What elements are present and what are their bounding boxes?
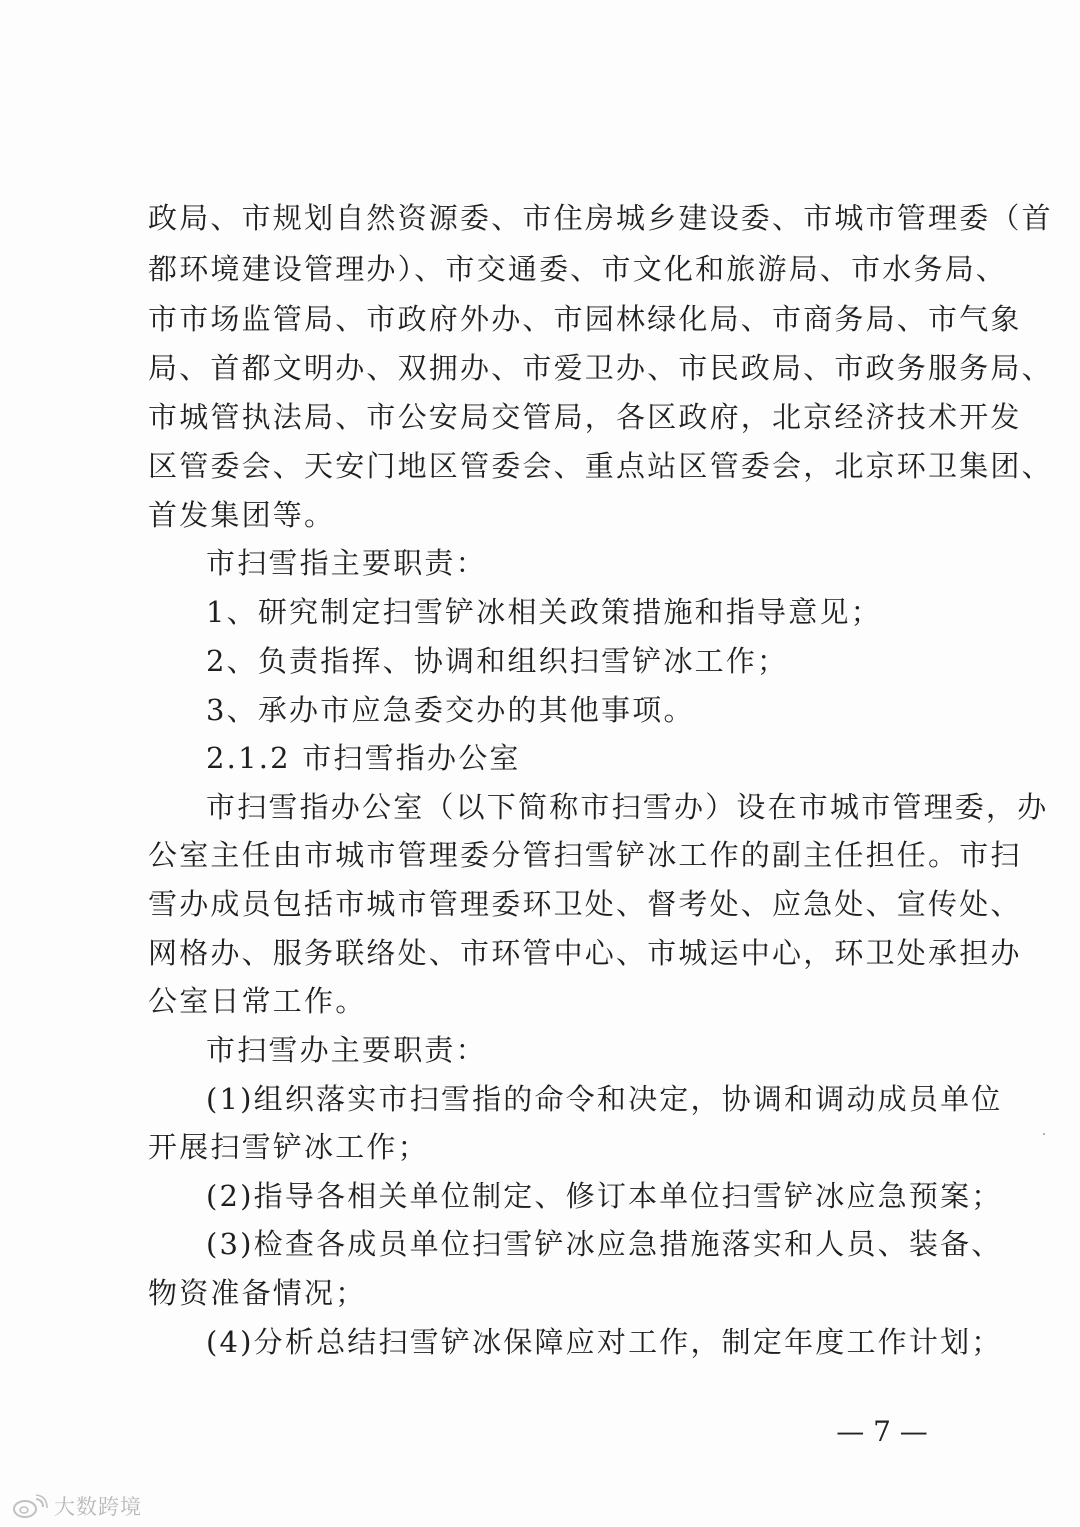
list-item: (1)组织落实市扫雪指的命令和决定，协调和调动成员单位	[206, 1082, 1003, 1116]
watermark-text: 大数跨境	[54, 1495, 142, 1519]
text-line: 网格办、服务联络处、市环管中心、市城运中心，环卫处承担办	[148, 936, 1022, 970]
text-line: 市市场监管局、市政府外办、市园林绿化局、市商务局、市气象	[148, 302, 1022, 336]
scan-speck	[1043, 1133, 1045, 1135]
text-line: 市扫雪指办公室（以下简称市扫雪办）设在市城市管理委，办	[206, 790, 1049, 824]
text-line: 公室日常工作。	[148, 984, 367, 1018]
section-heading: 2.1.2 市扫雪指办公室	[206, 741, 521, 775]
text-line: 开展扫雪铲冰工作；	[148, 1130, 429, 1164]
text-line: 首发集团等。	[148, 498, 336, 532]
watermark	[10, 1490, 142, 1522]
text-line: 都环境建设管理办）、市交通委、市文化和旅游局、市水务局、	[148, 252, 1008, 286]
weibo-style-logo-icon	[10, 1493, 48, 1519]
text-line: 局、首都文明办、双拥办、市爱卫办、市民政局、市政务服务局、	[148, 351, 1053, 385]
section-heading: 市扫雪指主要职责：	[206, 546, 487, 580]
page-number: — 7 —	[836, 1415, 928, 1448]
text-line: 市城管执法局、市公安局交管局，各区政府，北京经济技术开发	[148, 400, 1022, 434]
text-line: 区管委会、天安门地区管委会、重点站区管委会，北京环卫集团、	[148, 449, 1053, 483]
list-item: (4)分析总结扫雪铲冰保障应对工作，制定年度工作计划；	[206, 1325, 1003, 1359]
list-item: 2、负责指挥、协调和组织扫雪铲冰工作；	[206, 644, 789, 678]
text-line: 公室主任由市城市管理委分管扫雪铲冰工作的副主任担任。市扫	[148, 838, 1022, 872]
list-item: (2)指导各相关单位制定、修订本单位扫雪铲冰应急预案；	[206, 1179, 1003, 1213]
text-line: 物资准备情况；	[148, 1276, 367, 1310]
list-item: 3、承办市应急委交办的其他事项。	[206, 693, 695, 727]
text-line: 雪办成员包括市城市管理委环卫处、督考处、应急处、宣传处、	[148, 887, 1022, 921]
list-item: (3)检查各成员单位扫雪铲冰应急措施落实和人员、装备、	[206, 1227, 1003, 1261]
section-heading: 市扫雪办主要职责：	[206, 1033, 487, 1067]
list-item: 1、研究制定扫雪铲冰相关政策措施和指导意见；	[206, 595, 882, 629]
text-line: 政局、市规划自然资源委、市住房城乡建设委、市城市管理委（首	[148, 201, 1053, 235]
